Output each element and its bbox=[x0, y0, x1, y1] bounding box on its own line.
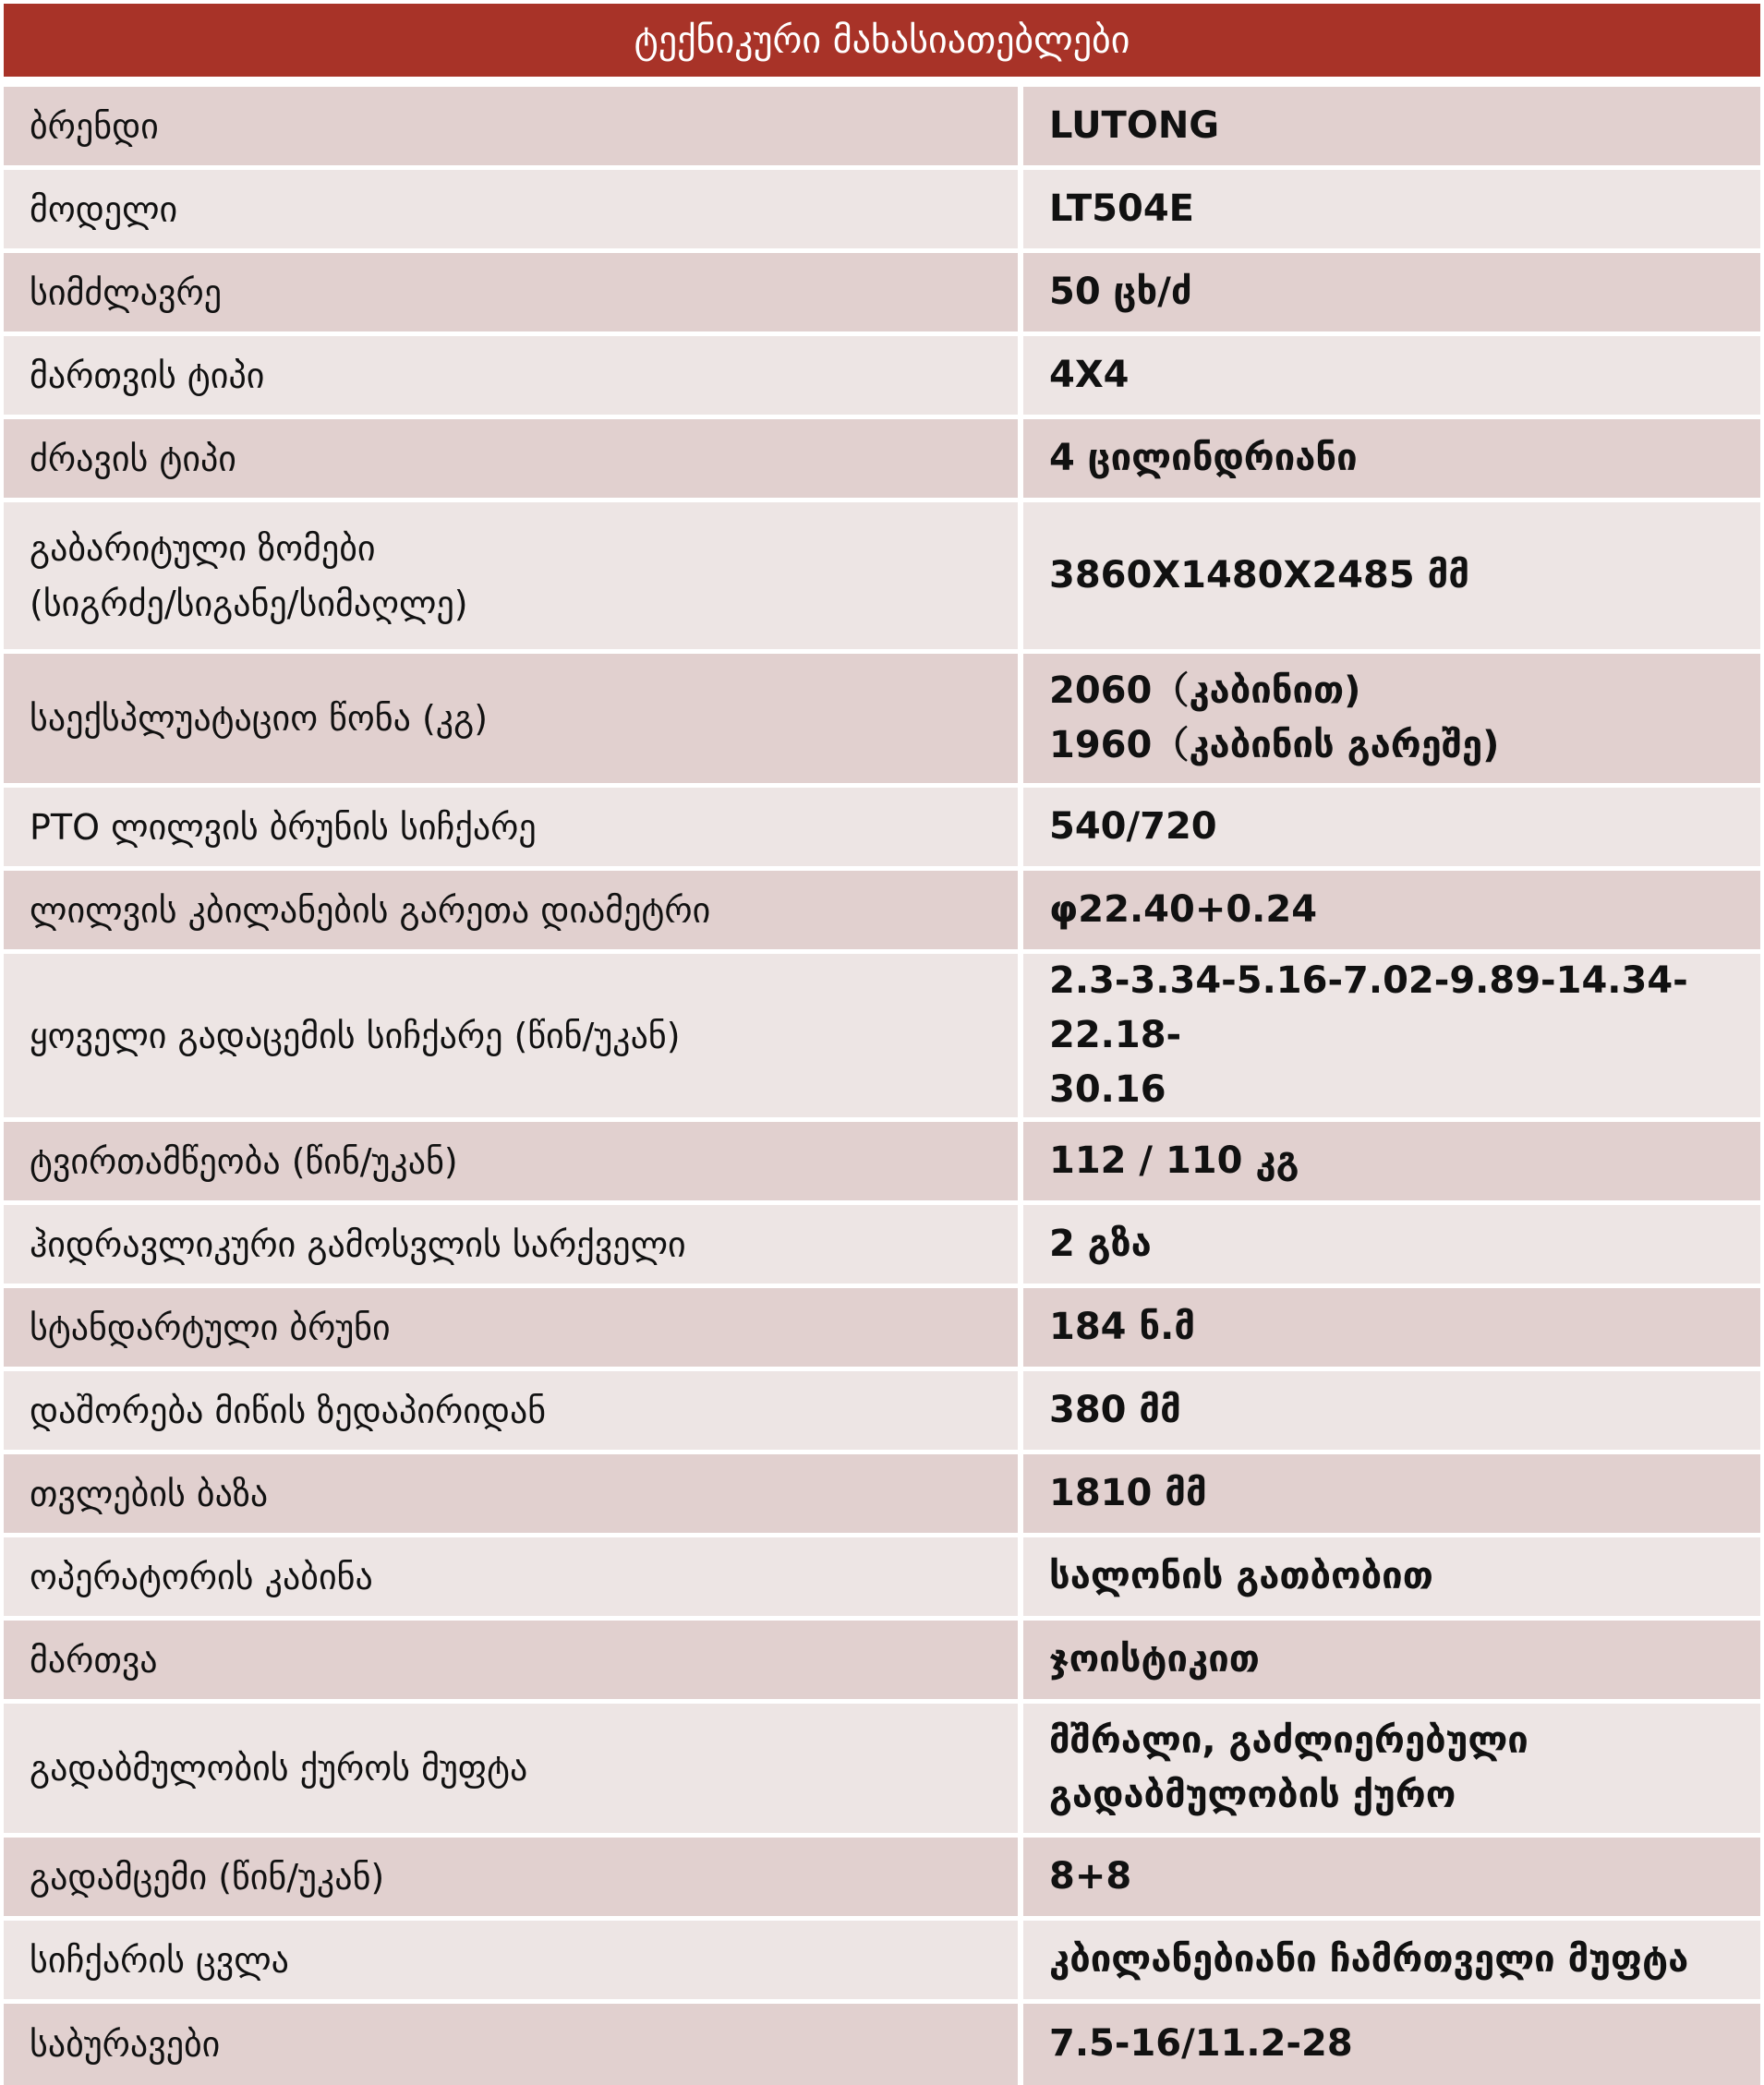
table-row bbox=[4, 1452, 1760, 1536]
spec-key: PTO ლილვის ბრუნის სიჩქარე bbox=[4, 786, 1021, 869]
table-row bbox=[4, 1702, 1760, 1836]
spec-value-line: 2.3-3.34-5.16-7.02-9.89-14.34-22.18- bbox=[1049, 959, 1688, 1056]
table-row bbox=[4, 1203, 1760, 1286]
spec-value-line: 30.16 bbox=[1049, 1068, 1166, 1111]
spec-value-line: 2060（კაბინით) bbox=[1049, 669, 1361, 712]
table-row bbox=[4, 500, 1760, 652]
spec-key: სიჩქარის ცვლა bbox=[4, 1919, 1021, 2002]
table-row bbox=[4, 1369, 1760, 1452]
table-row bbox=[4, 952, 1760, 1120]
spec-value: 1810 მმ bbox=[1021, 1452, 1760, 1536]
spec-key: სიმძლავრე bbox=[4, 251, 1021, 334]
table-row bbox=[4, 1919, 1760, 2002]
spec-value: 50 ცხ/ძ bbox=[1021, 251, 1760, 334]
table-row bbox=[4, 1836, 1760, 1919]
spec-key: ოპერატორის კაბინა bbox=[4, 1536, 1021, 1619]
spec-value: 380 მმ bbox=[1021, 1369, 1760, 1452]
spec-value: 8+8 bbox=[1021, 1836, 1760, 1919]
spec-value bbox=[1021, 952, 1760, 1120]
spec-value: 540/720 bbox=[1021, 786, 1760, 869]
spec-key: სტანდარტული ბრუნი bbox=[4, 1286, 1021, 1369]
spec-value: კბილანებიანი ჩამრთველი მუფტა bbox=[1021, 1919, 1760, 2002]
table-row bbox=[4, 1536, 1760, 1619]
spec-key-line: გაბარიტული ზომები bbox=[30, 527, 376, 569]
spec-value bbox=[1021, 1702, 1760, 1836]
spec-key: თვლების ბაზა bbox=[4, 1452, 1021, 1536]
spec-value-line: მშრალი, გაძლიერებული bbox=[1049, 1719, 1528, 1762]
spec-value: LUTONG bbox=[1021, 85, 1760, 168]
table-title: ტექნიკური მახასიათებლები bbox=[4, 4, 1760, 77]
table-row bbox=[4, 786, 1760, 869]
spec-key: ლილვის კბილანების გარეთა დიამეტრი bbox=[4, 869, 1021, 952]
spec-key: ბრენდი bbox=[4, 85, 1021, 168]
spec-value: 2 გზა bbox=[1021, 1203, 1760, 1286]
spec-key: მართვის ტიპი bbox=[4, 334, 1021, 417]
spec-value: 3860X1480X2485 მმ bbox=[1021, 500, 1760, 652]
spec-sheet bbox=[4, 4, 1760, 2085]
spec-key bbox=[4, 500, 1021, 652]
spec-key: დაშორება მიწის ზედაპირიდან bbox=[4, 1369, 1021, 1452]
table-row bbox=[4, 869, 1760, 952]
spec-table bbox=[4, 82, 1760, 2085]
spec-value: 7.5-16/11.2-28 bbox=[1021, 2002, 1760, 2085]
spec-key: მოდელი bbox=[4, 168, 1021, 251]
spec-key: საექსპლუატაციო წონა (კგ) bbox=[4, 652, 1021, 786]
table-row bbox=[4, 1286, 1760, 1369]
table-row bbox=[4, 1619, 1760, 1702]
spec-key: მართვა bbox=[4, 1619, 1021, 1702]
spec-value: φ22.40+0.24 bbox=[1021, 869, 1760, 952]
spec-value: 184 ნ.მ bbox=[1021, 1286, 1760, 1369]
spec-value: 4 ცილინდრიანი bbox=[1021, 417, 1760, 500]
table-row bbox=[4, 2002, 1760, 2085]
spec-key: ყოველი გადაცემის სიჩქარე (წინ/უკან) bbox=[4, 952, 1021, 1120]
spec-key: ძრავის ტიპი bbox=[4, 417, 1021, 500]
spec-key: გადაბმულობის ქუროს მუფტა bbox=[4, 1702, 1021, 1836]
table-row bbox=[4, 85, 1760, 168]
spec-key: გადამცემი (წინ/უკან) bbox=[4, 1836, 1021, 1919]
spec-value-line: 1960（კაბინის გარეშე) bbox=[1049, 724, 1500, 766]
spec-key: ტვირთამწეობა (წინ/უკან) bbox=[4, 1120, 1021, 1203]
spec-value: 112 / 110 კგ bbox=[1021, 1120, 1760, 1203]
table-row bbox=[4, 652, 1760, 786]
spec-value: სალონის გათბობით bbox=[1021, 1536, 1760, 1619]
spec-key: ჰიდრავლიკური გამოსვლის სარქველი bbox=[4, 1203, 1021, 1286]
spec-key: საბურავები bbox=[4, 2002, 1021, 2085]
spec-value bbox=[1021, 652, 1760, 786]
spec-value-line: გადაბმულობის ქურო bbox=[1049, 1774, 1456, 1816]
table-row bbox=[4, 251, 1760, 334]
spec-value: ჯოისტიკით bbox=[1021, 1619, 1760, 1702]
spec-value: 4X4 bbox=[1021, 334, 1760, 417]
table-row bbox=[4, 334, 1760, 417]
table-row bbox=[4, 168, 1760, 251]
spec-value: LT504E bbox=[1021, 168, 1760, 251]
table-row bbox=[4, 1120, 1760, 1203]
table-row bbox=[4, 417, 1760, 500]
spec-key-line: (სიგრძე/სიგანე/სიმაღლე) bbox=[30, 583, 468, 624]
